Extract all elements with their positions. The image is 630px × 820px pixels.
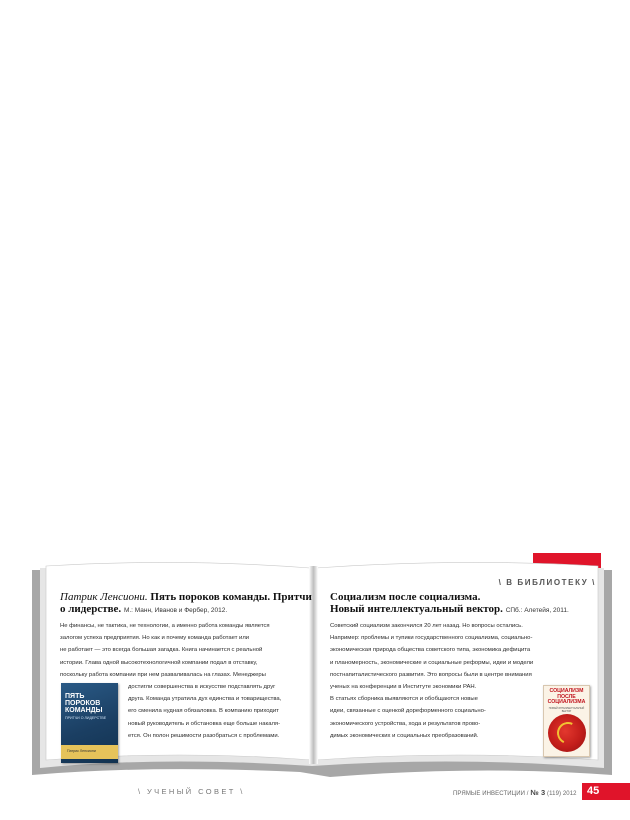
footer-section-label: \ УЧЕНЫЙ СОВЕТ \ bbox=[138, 787, 245, 796]
right-book-publisher: СПб.: Алетейя, 2011. bbox=[505, 607, 569, 614]
text-line: истории. Глава одной высокотехнологичной компании подал в отставку, bbox=[60, 659, 258, 666]
left-book-heading bbox=[60, 591, 316, 617]
right-book-heading bbox=[330, 591, 600, 617]
right-book-title-line2: Новый интеллектуальный вектор. bbox=[330, 603, 503, 615]
left-cover-subtitle: ПРИТЧИ О ЛИДЕРСТВЕ bbox=[65, 716, 107, 720]
right-cover-title: СОЦИАЛИЗМ ПОСЛЕ СОЦИАЛИЗМА bbox=[547, 688, 586, 706]
text-line: идеи, связанные с оценкой дореформенного социально- bbox=[330, 708, 486, 715]
right-book-title-line1: Социализм после социализма. bbox=[330, 591, 481, 603]
text-line: и планомерность, экономические и социальные реформы, идеи и модели bbox=[330, 659, 534, 666]
text-line: В статьях сборника выявляются и обобщаются новые bbox=[330, 696, 478, 703]
section-label: \ В БИБЛИОТЕКУ \ bbox=[498, 578, 596, 587]
text-line: экономического устройства, хода и результатов прово- bbox=[330, 720, 481, 727]
footer-magazine-info bbox=[453, 788, 577, 797]
left-cover-author: Патрик Ленсиони bbox=[67, 749, 96, 753]
text-line: друга. Команда утратила дух единства и товарищества, bbox=[128, 696, 282, 703]
text-line: достигли совершенства в искусстве подставлять друг bbox=[128, 684, 276, 691]
text-line: экономическая природа общества советского типа, экономика дефицита bbox=[330, 647, 531, 654]
text-line: не работает — это всегда большая загадка. Книга начинается с реальной bbox=[60, 647, 263, 654]
text-line: залогом успеха предприятия. Но как и почему команда работает или bbox=[60, 635, 250, 642]
text-line: его сменила нудная обязаловка. В компанию приходит bbox=[128, 708, 279, 715]
text-line: Советский социализм закончился 20 лет назад. Но вопросы остались. bbox=[330, 623, 523, 629]
right-cover-subtitle: НОВЫЙ ИНТЕЛЛЕКТУАЛЬНЫЙ ВЕКТОР bbox=[548, 707, 585, 713]
text-line: ется. Он полон решимости разобраться с проблемами. bbox=[128, 732, 280, 739]
page-number: 45 bbox=[582, 783, 630, 800]
footer-magazine-name: ПРЯМЫЕ ИНВЕСТИЦИИ / bbox=[453, 791, 529, 797]
text-line: постнапиталистического развития. Это вопросы были в центре внимания bbox=[330, 671, 532, 678]
left-book-cover-image bbox=[61, 683, 118, 763]
left-book-author: Патрик Ленсиони. bbox=[60, 591, 148, 603]
left-book-title: Пять пороков команды. Притчи о лидерстве. bbox=[60, 591, 312, 615]
footer-issue-number: № 3 bbox=[530, 788, 546, 797]
text-line: поскольку работа компании при нем разваливалась на глазах. Менеджеры bbox=[60, 671, 266, 678]
left-cover-title: ПЯТЬ ПОРОКОВ КОМАНДЫ bbox=[65, 693, 103, 714]
right-book-cover-image bbox=[543, 685, 590, 757]
text-line: Не финансы, не тактика, не технологии, а именно работа команды является bbox=[60, 623, 270, 629]
right-book-text bbox=[330, 620, 600, 693]
text-line: новый руководитель и обстановка еще больше накаля- bbox=[128, 720, 281, 727]
text-line: димых экономических и социальных преобразований. bbox=[330, 732, 479, 739]
text-line: Например: проблемы и тупики государственного социализма, социально- bbox=[330, 635, 533, 642]
left-book-text bbox=[60, 620, 316, 681]
text-line: ученых на конференции в Институте экономики РАН. bbox=[330, 684, 477, 691]
left-book-publisher: М.: Манн, Иванов и Фербер, 2012. bbox=[123, 607, 228, 614]
footer-issue-extra: (119) 2012 bbox=[547, 791, 577, 797]
